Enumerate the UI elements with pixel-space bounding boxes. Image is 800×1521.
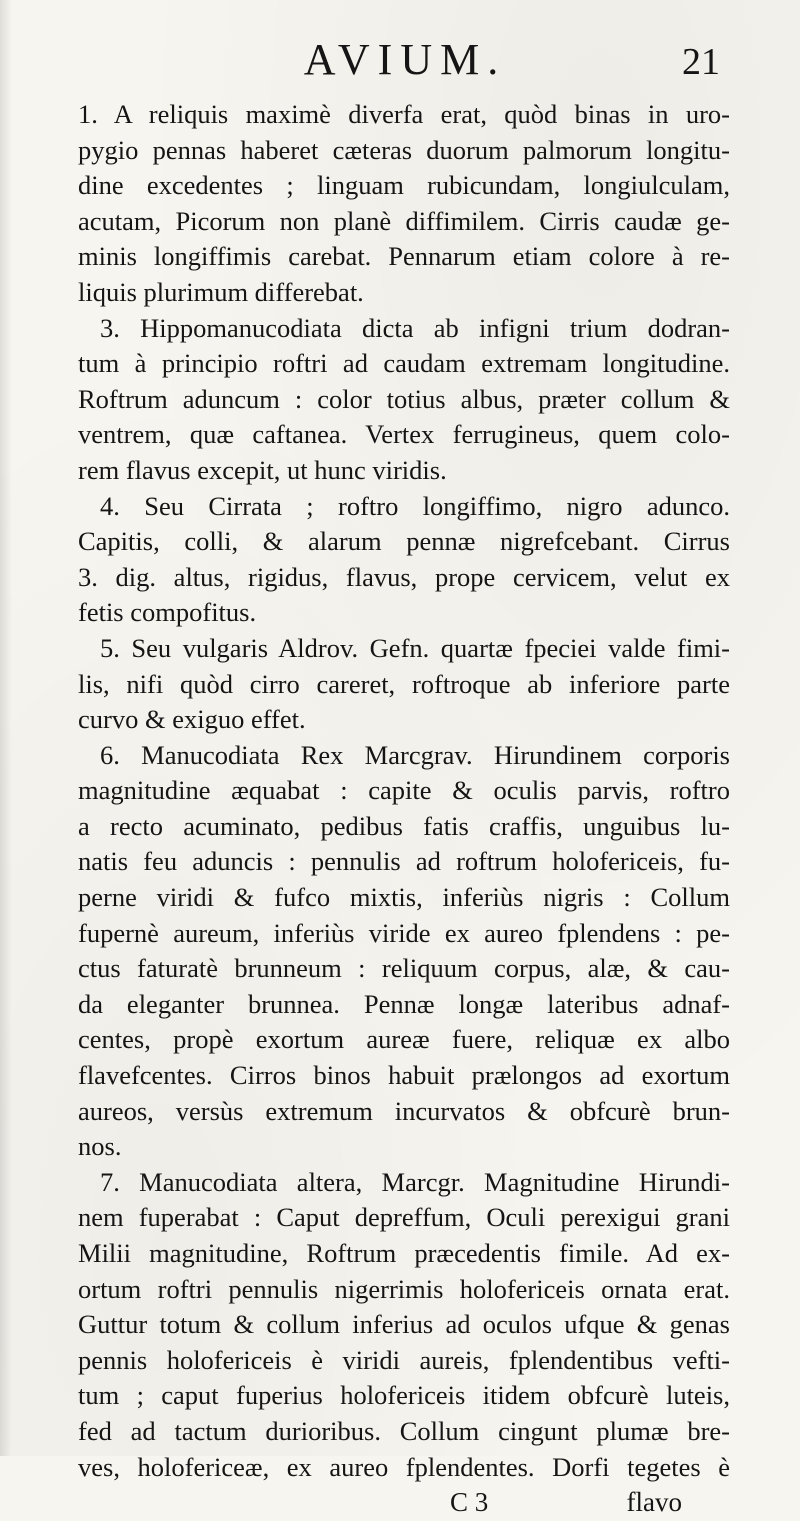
text-line: Guttur totum & collum inferius ad oculos ufque & genas	[78, 1309, 730, 1340]
text-line: fed ad tactum durioribus. Collum cingunt plumæ bre-	[78, 1415, 730, 1446]
text-line: 7. Manucodiata altera, Marcgr. Magnitudine Hirundi-	[100, 1166, 730, 1197]
body-text	[78, 97, 730, 1521]
page-number: 21	[682, 41, 720, 83]
text-line: fetis compofitus.	[78, 597, 257, 628]
text-line: minis longiffimis carebat. Pennarum etiam colore à re-	[78, 241, 730, 272]
text-line: rem flavus excepit, ut hunc viridis.	[78, 454, 447, 485]
text-line: natis feu aduncis : pennulis ad roftrum holofericeis, fu-	[78, 846, 730, 877]
text-line: 4. Seu Cirrata ; roftro longiffimo, nigro adunco.	[100, 490, 730, 521]
text-line: 3. dig. altus, rigidus, flavus, prope cervicem, velut ex	[78, 561, 730, 592]
text-line: ortum roftri pennulis nigerrimis holofericeis ornata erat.	[78, 1273, 730, 1304]
catchword: flavo	[626, 1487, 682, 1518]
text-line: 5. Seu vulgaris Aldrov. Gefn. quartæ fpeciei valde fimi-	[100, 632, 730, 663]
text-line: ventrem, quæ caftanea. Vertex ferrugineus, quem colo-	[78, 419, 730, 450]
text-line: 3. Hippomanucodiata dicta ab infigni trium dodran-	[100, 312, 730, 343]
text-line: ves, holofericeæ, ex aureo fplendentes. Dorfi tegetes è	[78, 1451, 730, 1482]
text-line: dine excedentes ; linguam rubicundam, longiulculam,	[78, 170, 730, 201]
text-line: liquis plurimum differebat.	[78, 276, 364, 307]
page-footer	[78, 1485, 730, 1521]
text-line: tum à principio roftri ad caudam extremam longitudine.	[78, 348, 730, 379]
text-line: Capitis, colli, & alarum pennæ nigrefcebant. Cirrus	[78, 526, 730, 557]
text-line: perne viridi & fufco mixtis, inferiùs nigris : Collum	[78, 882, 730, 913]
text-line: Milii magnitudine, Roftrum præcedentis fimile. Ad ex-	[78, 1238, 730, 1268]
page-header	[90, 34, 720, 94]
text-line: da eleganter brunnea. Pennæ longæ lateribus adnaf-	[78, 988, 730, 1019]
text-line: lis, nifi quòd cirro careret, roftroque ab inferiore parte	[78, 668, 730, 699]
text-line: acutam, Picorum non planè diffimilem. Cirris caudæ ge-	[78, 205, 730, 236]
text-line: 1. A reliquis maximè diverfa erat, quòd binas in uro-	[78, 99, 730, 129]
text-line: nem fuperabat : Caput depreffum, Oculi perexigui grani	[78, 1202, 730, 1233]
text-line: Roftrum aduncum : color totius albus, præter collum &	[78, 383, 730, 414]
text-line: centes, propè exortum aureæ fuere, reliquæ ex albo	[78, 1024, 730, 1055]
text-line: magnitudine æquabat : capite & oculis parvis, roftro	[78, 775, 730, 806]
text-line: aureos, versùs extremum incurvatos & obfcurè brun-	[78, 1095, 730, 1126]
text-line: curvo & exiguo effet.	[78, 704, 306, 735]
spine-shadow	[0, 0, 12, 1456]
text-line: pennis holofericeis è viridi aureis, fplendentibus vefti-	[78, 1344, 730, 1375]
text-line: pygio pennas haberet cæteras duorum palmorum longitu-	[78, 134, 730, 165]
text-line: a recto acuminato, pedibus fatis craffis, unguibus lu-	[78, 810, 730, 841]
text-line: ctus faturatè brunneum : reliquum corpus, alæ, & cau-	[78, 953, 730, 984]
text-line: fupernè aureum, inferiùs viride ex aureo fplendens : pe-	[78, 917, 730, 948]
text-line: 6. Manucodiata Rex Marcgrav. Hirundinem corporis	[100, 739, 730, 770]
text-line: flavefcentes. Cirros binos habuit prælongos ad exortum	[78, 1060, 730, 1091]
running-head: AVIUM.	[303, 35, 507, 84]
text-line: nos.	[78, 1131, 122, 1162]
signature-mark: C 3	[450, 1487, 489, 1518]
text-line: tum ; caput fuperius holofericeis itidem obfcurè luteis,	[78, 1380, 730, 1411]
